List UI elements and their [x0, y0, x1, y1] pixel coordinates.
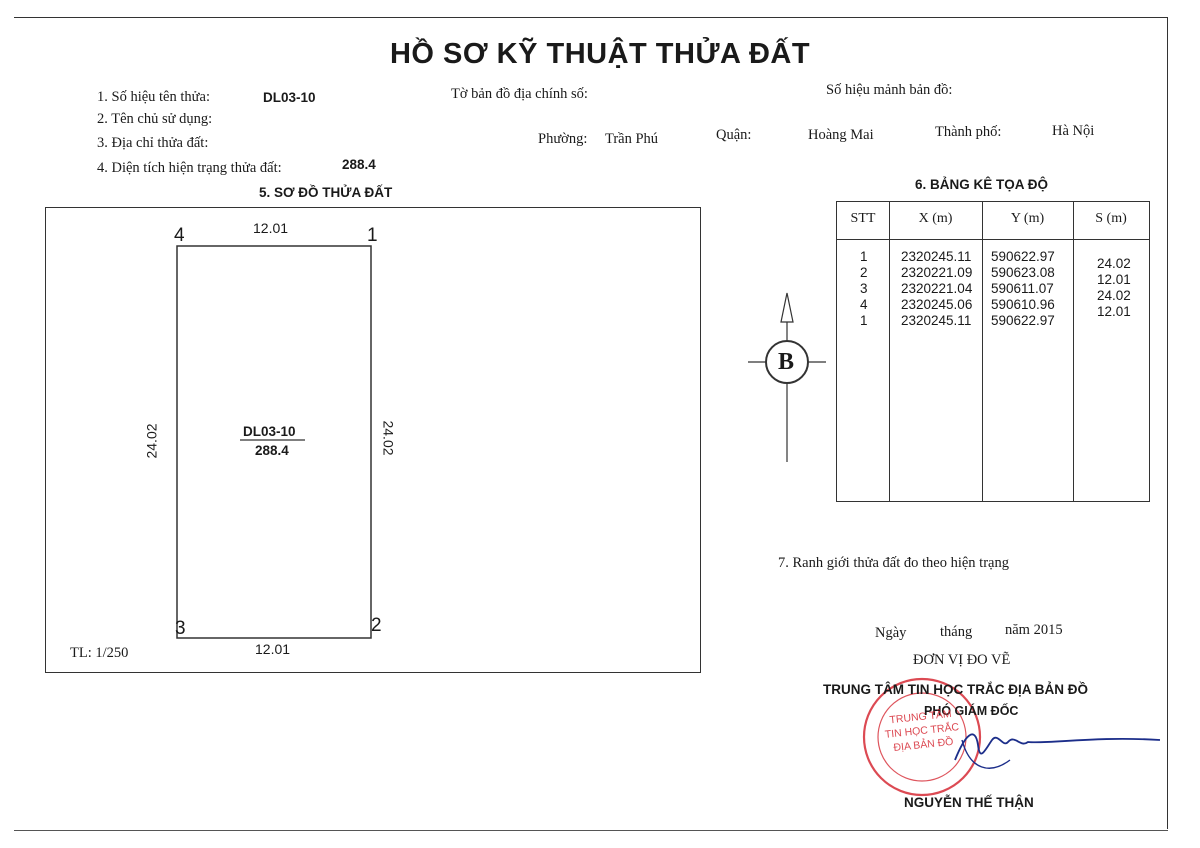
row-x: 2320221.04: [901, 281, 973, 296]
corner-label-3: 3: [175, 618, 186, 639]
segment-distance: 24.02: [1097, 256, 1131, 271]
row-y: 590622.97: [991, 313, 1055, 328]
row-stt: 2: [860, 265, 868, 280]
top-edge-length: 12.01: [253, 220, 289, 236]
address-label: 3. Địa chỉ thửa đất:: [97, 135, 209, 151]
parcel-polygon: [177, 246, 371, 638]
north-symbol: B: [778, 349, 795, 375]
district-value: Hoàng Mai: [808, 127, 874, 143]
row-x: 2320245.11: [901, 249, 972, 264]
corner-label-1: 1: [367, 225, 378, 246]
date-month-label: tháng: [940, 624, 973, 640]
official-stamp: TRUNG TÂM TIN HỌC TRẮC ĐỊA BẢN ĐỒ: [884, 707, 960, 755]
date-year-label: năm 2015: [1005, 622, 1063, 638]
organization-name: TRUNG TÂM TIN HỌC TRẮC ĐỊA BẢN ĐỒ: [823, 682, 1088, 697]
survey-unit-label: ĐƠN VỊ ĐO VẼ: [913, 652, 1011, 668]
coordinate-table-col-divider: [982, 202, 983, 501]
signer-name: NGUYỄN THẾ THẬN: [904, 795, 1034, 810]
row-y: 590611.07: [991, 281, 1054, 296]
row-stt: 1: [860, 249, 868, 264]
document-title: HỒ SƠ KỸ THUẬT THỬA ĐẤT: [389, 38, 811, 70]
diagram-heading: 5. SƠ ĐỒ THỬA ĐẤT: [259, 185, 393, 200]
column-header-y: Y (m): [1010, 211, 1045, 226]
area-value: 288.4: [342, 157, 376, 172]
map-sheet-label: Tờ bản đồ địa chính số:: [451, 86, 588, 102]
scale-label: TL: 1/250: [70, 645, 129, 661]
parcel-id-label: 1. Số hiệu tên thửa:: [97, 89, 210, 105]
signature-stroke: [962, 740, 1010, 768]
row-y: 590610.96: [991, 297, 1055, 312]
parcel-id-value: DL03-10: [263, 90, 316, 105]
city-value: Hà Nội: [1052, 123, 1095, 139]
boundary-note: 7. Ranh giới thửa đất đo theo hiện trạng: [778, 555, 1009, 571]
row-x: 2320245.06: [901, 297, 973, 312]
area-label: 4. Diện tích hiện trạng thửa đất:: [97, 160, 282, 176]
row-x: 2320221.09: [901, 265, 973, 280]
row-stt: 1: [860, 313, 868, 328]
map-piece-label: Số hiệu mảnh bản đồ:: [826, 82, 953, 98]
coordinate-table-col-divider: [889, 202, 890, 501]
column-header-stt: STT: [850, 211, 876, 226]
row-y: 590623.08: [991, 265, 1055, 280]
coordinate-table-header-divider: [837, 239, 1149, 240]
district-label: Quận:: [716, 127, 752, 143]
parcel-area-label: 288.4: [255, 443, 289, 458]
corner-label-2: 2: [371, 615, 382, 636]
segment-distance: 12.01: [1097, 304, 1131, 319]
coordinate-table-col-divider: [1073, 202, 1074, 501]
column-header-x: X (m): [918, 211, 953, 226]
row-x: 2320245.11: [901, 313, 972, 328]
column-header-s: S (m): [1095, 211, 1127, 226]
segment-distance: 12.01: [1097, 272, 1131, 287]
row-stt: 4: [860, 297, 868, 312]
right-edge-length: 24.02: [380, 420, 397, 456]
segment-distance: 24.02: [1097, 288, 1131, 303]
corner-label-4: 4: [174, 225, 185, 246]
owner-label: 2. Tên chủ sử dụng:: [97, 111, 213, 127]
city-label: Thành phố:: [935, 124, 1002, 140]
ward-value: Trần Phú: [605, 131, 659, 147]
north-arrow-head: [781, 293, 793, 322]
coordinate-table-heading: 6. BẢNG KÊ TỌA ĐỘ: [915, 177, 1049, 192]
parcel-label: DL03-10: [243, 424, 296, 439]
coordinate-table: [836, 201, 1150, 502]
ward-label: Phường:: [538, 131, 588, 147]
left-edge-length: 24.02: [143, 423, 160, 459]
bottom-edge-length: 12.01: [255, 641, 291, 657]
signature-scribble: [955, 734, 1160, 760]
row-y: 590622.97: [991, 249, 1055, 264]
position-title: PHÓ GIÁM ĐỐC: [924, 704, 1019, 718]
date-day-label: Ngày: [875, 625, 907, 641]
row-stt: 3: [860, 281, 868, 296]
